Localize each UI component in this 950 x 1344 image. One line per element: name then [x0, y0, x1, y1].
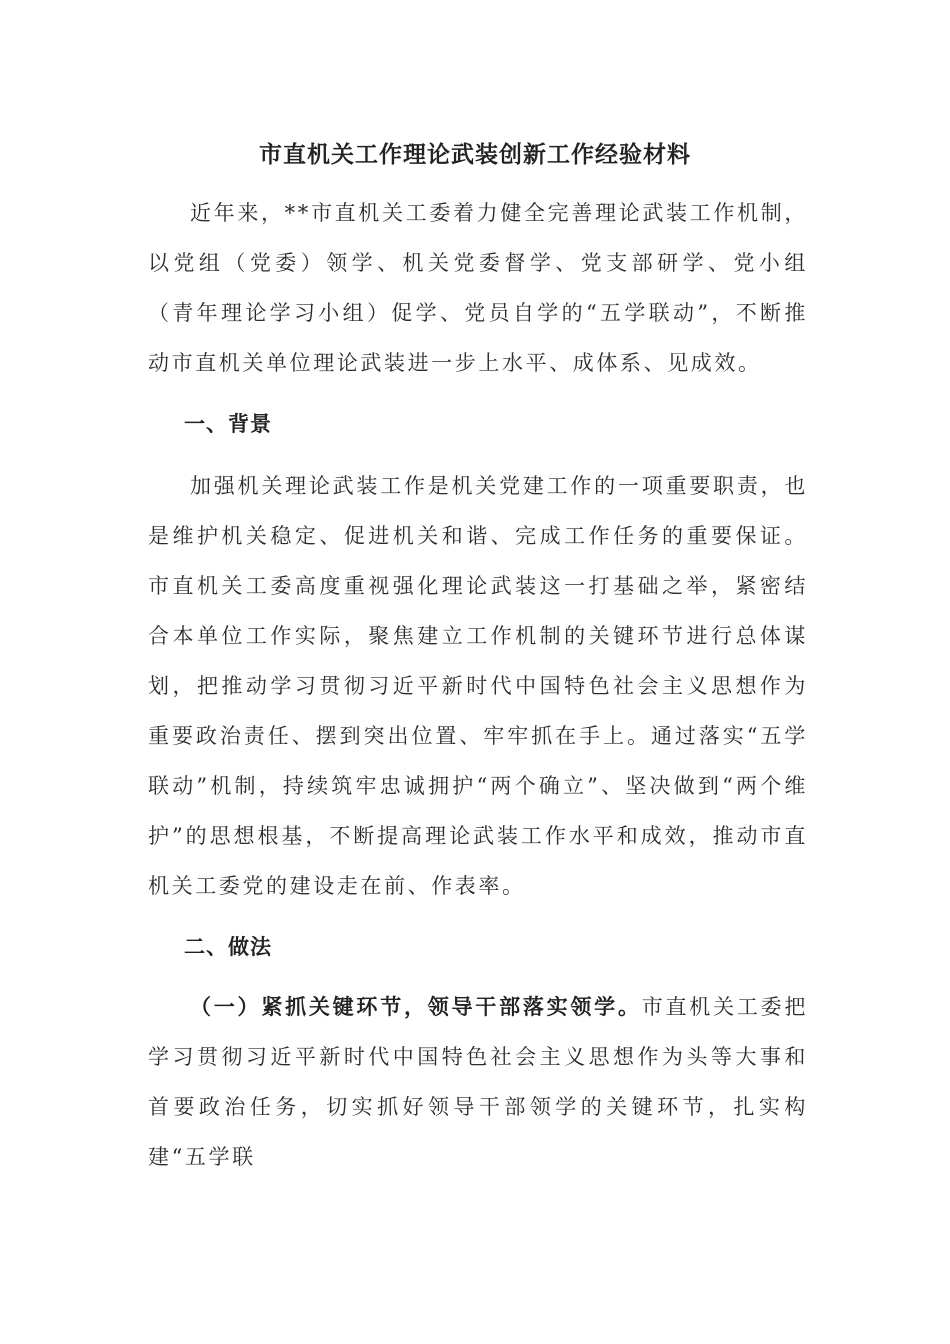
- practice-paragraph-1: [148, 982, 808, 1182]
- document-title: 市直机关工作理论武装创新工作经验材料: [259, 141, 691, 168]
- background-paragraph: 加强机关理论武装工作是机关党建工作的一项重要职责，也是维护机关稳定、促进机关和谐、完成工作任务的重要保证。市直机关工委高度重视强化理论武装这一打基础之举，紧密结合本单位工作实际，聚焦建立工作机制的关键环节进行总体谋划，把推动学习贯彻习近平新时代中国特色社会主义思想作为重要政治责任、摆到突出位置、牢牢抓在手上。通过落实“五学联动”机制，持续筑牢忠诚拥护“两个确立”、坚决做到“两个维护”的思想根基，不断提高理论武装工作水平和成效，推动市直机关工委党的建设走在前、作表率。: [148, 474, 808, 898]
- section-heading-practices: 二、做法: [184, 934, 272, 959]
- practice-subheading-1: （一）紧抓关键环节，领导干部落实领学。: [190, 994, 642, 1019]
- section-heading-background: 一、背景: [184, 411, 272, 436]
- intro-paragraph: 近年来，**市直机关工委着力健全完善理论武装工作机制，以党组（党委）领学、机关党委督学、党支部研学、党小组（青年理论学习小组）促学、党员自学的“五学联动”，不断推动市直机关单位理论武装进一步上水平、成体系、见成效。: [148, 201, 808, 375]
- practice-body-1: 市直机关工委把学习贯彻习近平新时代中国特色社会主义思想作为头等大事和首要政治任务，切实抓好领导干部领学的关键环节，扎实构建“五学联: [148, 995, 809, 1169]
